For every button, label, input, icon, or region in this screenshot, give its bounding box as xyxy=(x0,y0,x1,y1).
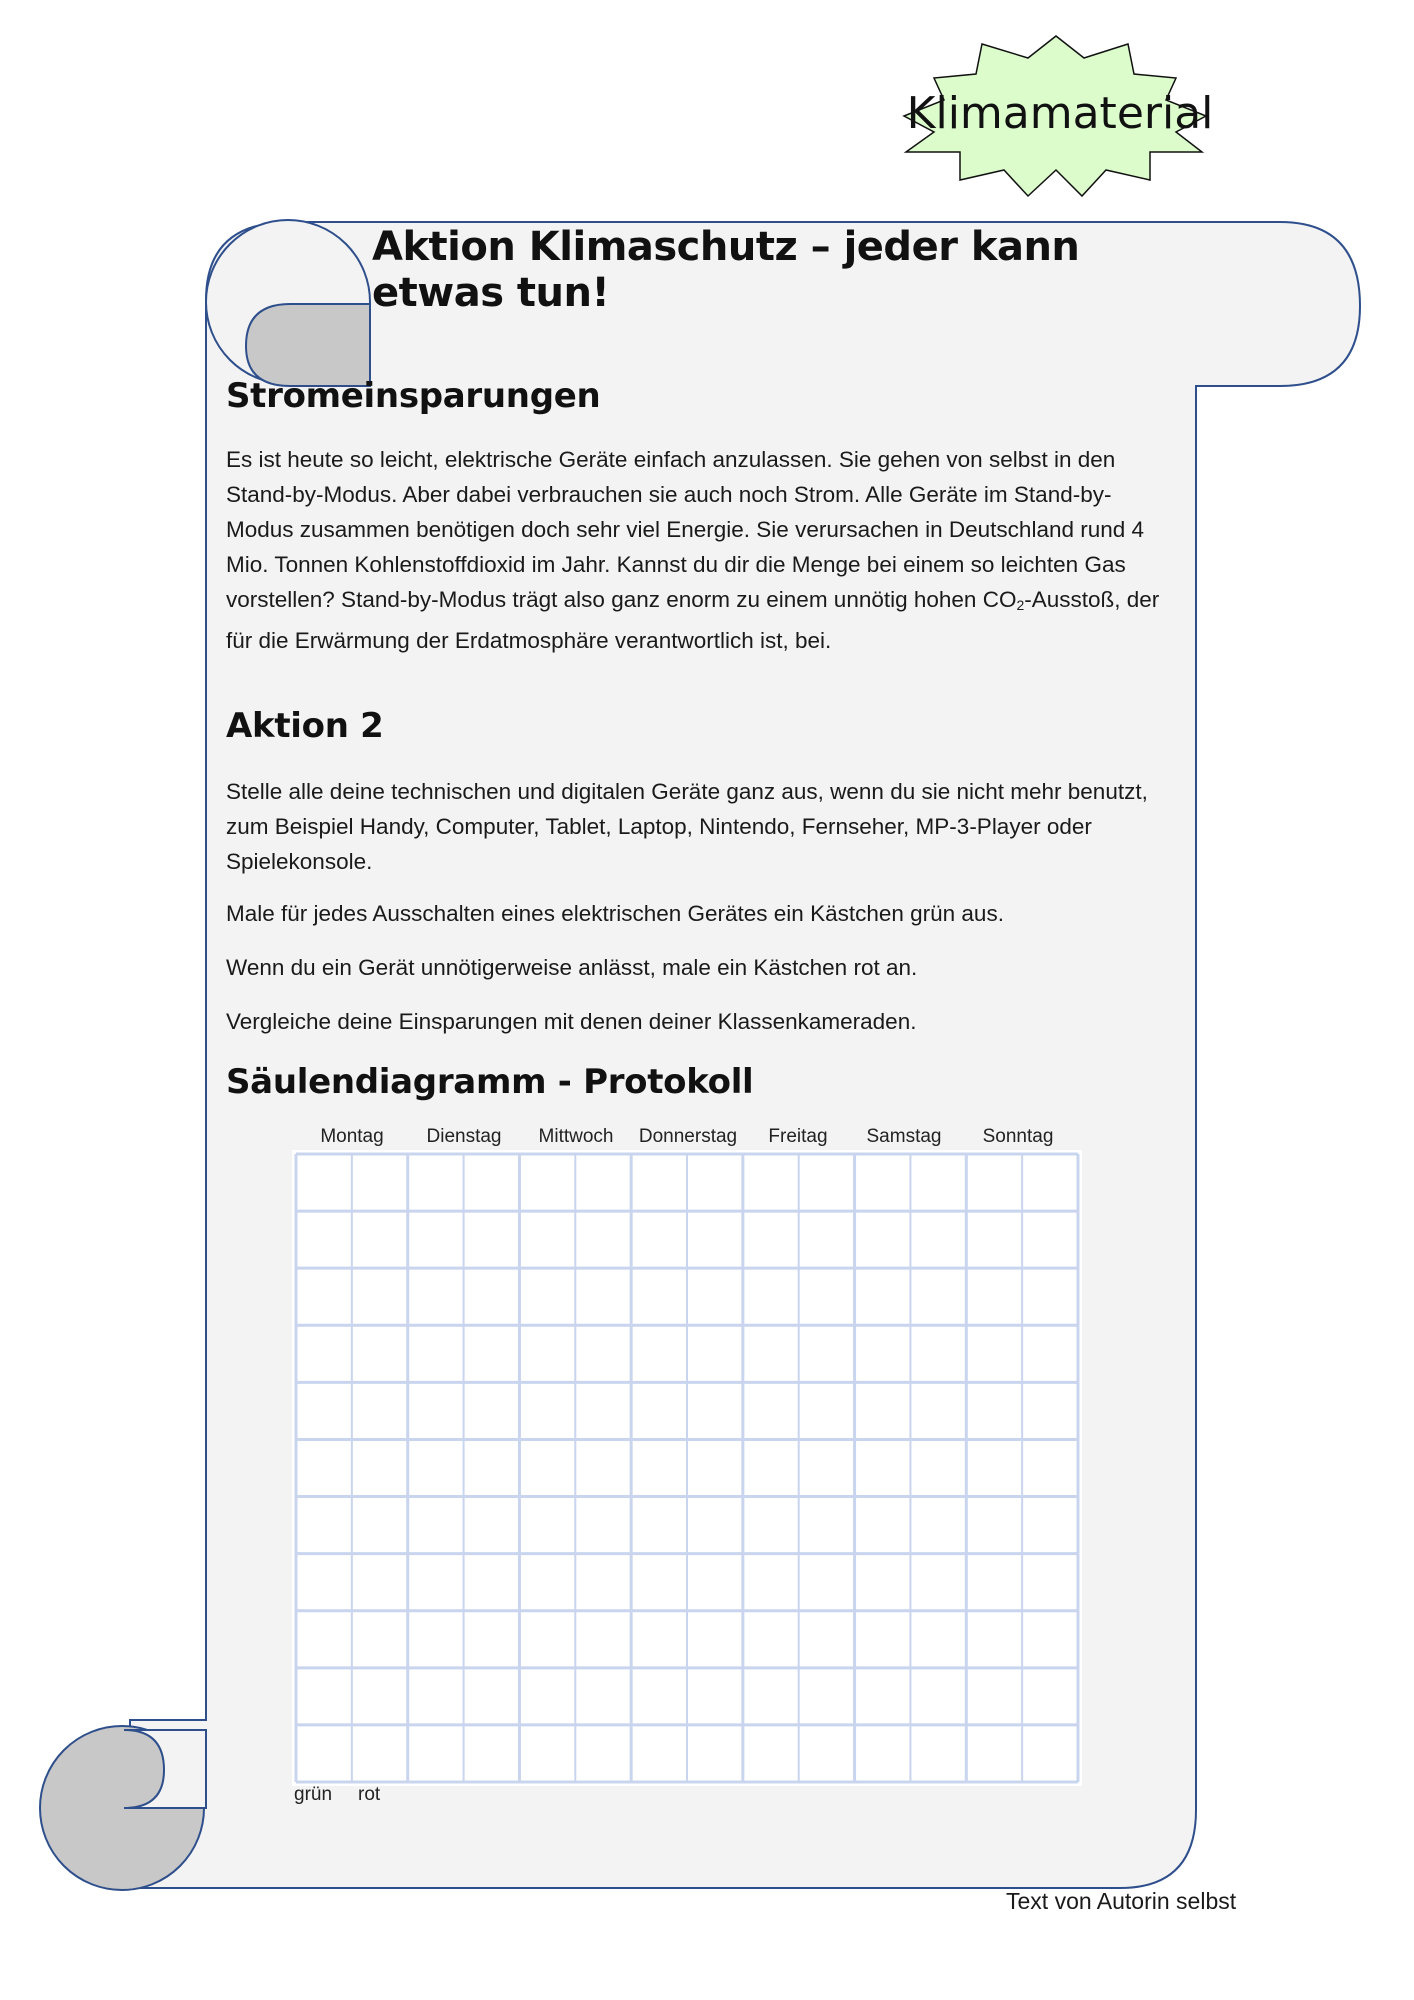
page-title: Aktion Klimaschutz – jeder kann etwas tun! xyxy=(372,224,1080,316)
heading-protokoll: Säulendiagramm - Protokoll xyxy=(226,1062,754,1102)
heading-stromeinsparungen: Stromeinsparungen xyxy=(226,376,601,416)
paragraph-text-start: Es ist heute so leicht, elektrische Geräte einfach anzulassen. Sie gehen von selbst in den Stand-by-Modus. Aber dabei verbrauchen sie auch noch Strom. Alle Geräte im Stand-by-Modus zusammen benötigen doch sehr viel Energie. Sie verursachen in Deutschland rund 4 Mio. Tonnen Kohlenstoffdioxid im Jahr. Kannst du dir die Menge bei einem so leichten Gas vorstellen? Stand-by-Modus trägt also ganz enorm zu einem unnötig hohen CO xyxy=(226,447,1145,612)
footer-credit: Text von Autorin selbst xyxy=(1006,1888,1237,1914)
day-label-donnerstag: Donnerstag xyxy=(638,1126,738,1147)
aktion-paragraph-4: Vergleiche deine Einsparungen mit denen deiner Klassenkameraden. xyxy=(226,1009,917,1034)
day-label-freitag: Freitag xyxy=(768,1126,828,1147)
day-label-samstag: Samstag xyxy=(866,1126,942,1147)
aktion-paragraph-2: Male für jedes Ausschalten eines elektrischen Gerätes ein Kästchen grün aus. xyxy=(226,901,1004,926)
legend-rot: rot xyxy=(358,1784,381,1805)
day-label-dienstag: Dienstag xyxy=(426,1126,502,1147)
aktion-paragraph-1: Stelle alle deine technischen und digitalen Geräte ganz aus, wenn du sie nicht mehr benutzt, zum Beispiel Handy, Computer, Tablet, Laptop, Nintendo, Fernseher, MP-3-Player oder Spielekonsole. xyxy=(226,779,1148,874)
top-curl xyxy=(246,304,370,386)
badge-label: Klimamaterial xyxy=(906,88,1214,139)
co2-subscript: 2 xyxy=(1016,597,1025,613)
legend-gruen: grün xyxy=(294,1784,333,1805)
heading-aktion-2: Aktion 2 xyxy=(226,706,384,746)
day-label-mittwoch: Mittwoch xyxy=(538,1126,614,1147)
aktion-paragraph-3: Wenn du ein Gerät unnötigerweise anlässt, male ein Kästchen rot an. xyxy=(226,955,918,980)
day-label-sonntag: Sonntag xyxy=(982,1126,1054,1147)
paragraph-stromeinsparungen xyxy=(226,442,1166,658)
paragraph-text-end: -Ausstoß, der für die Erwärmung der Erdatmosphäre verantwortlich ist, bei. xyxy=(226,587,1160,653)
day-label-montag: Montag xyxy=(320,1126,384,1147)
protocol-grid xyxy=(292,1150,1082,1786)
